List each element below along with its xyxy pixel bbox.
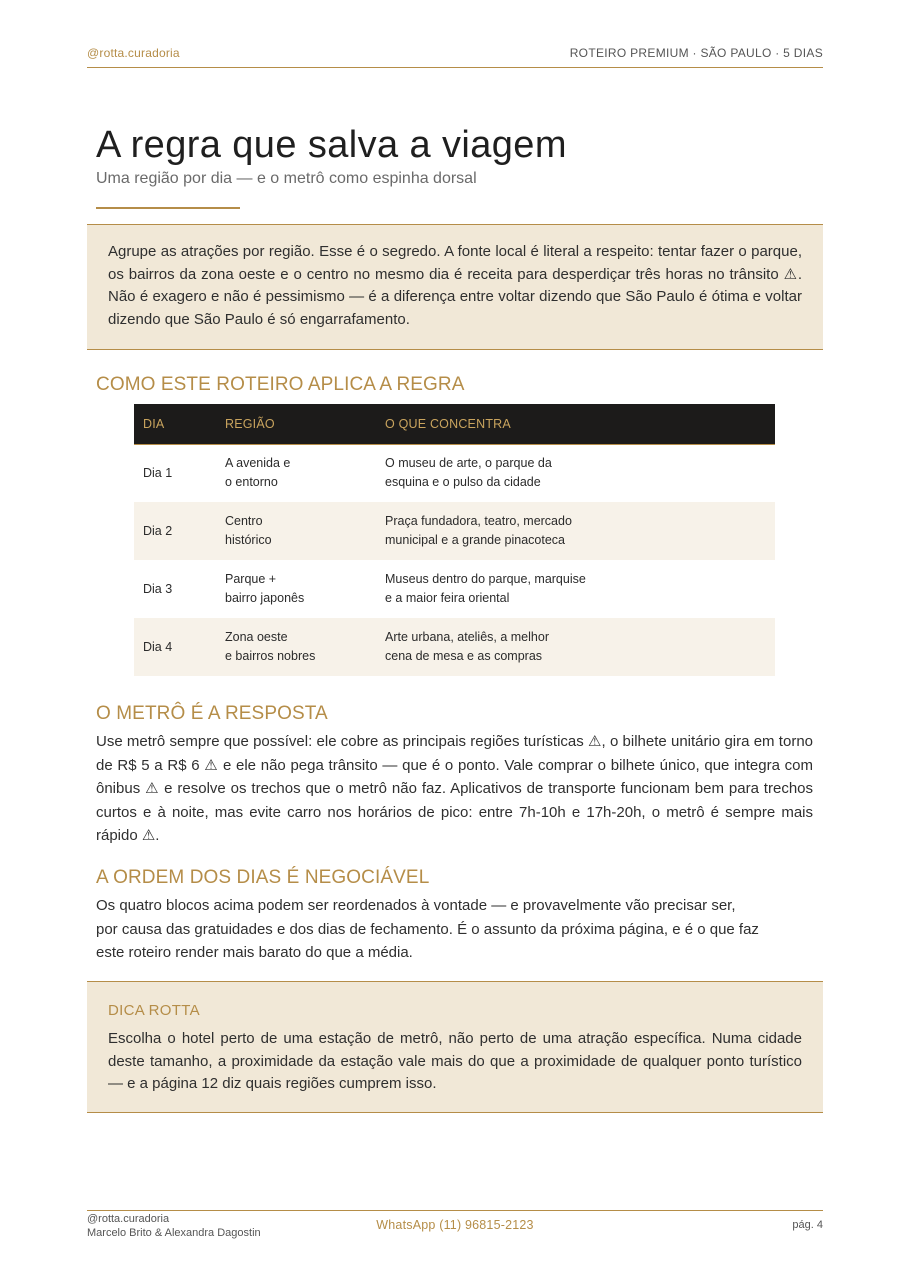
- table-row: [134, 618, 775, 676]
- tip-text: Escolha o hotel perto de uma estação de metrô, não perto de uma atração específica. Numa cidade deste tamanho, a proximidade da estação vale mais do que a proximidade de qualquer ponto turístico — e a página 12 diz quais regiões cumprem isso.: [108, 1030, 802, 1093]
- column-header-concentra: O QUE CONCENTRA: [376, 404, 775, 444]
- table-row: [134, 502, 775, 560]
- cell-regiao: Zona oeste e bairros nobres: [216, 618, 376, 676]
- table-row: [134, 560, 775, 618]
- page-title: A regra que salva a viagem: [96, 124, 567, 166]
- cell-dia: Dia 3: [143, 581, 173, 596]
- title-underline: [96, 207, 240, 209]
- page-subtitle: Uma região por dia — e o metrô como espinha dorsal: [96, 170, 477, 187]
- footer-authors: Marcelo Brito & Alexandra Dagostin: [87, 1227, 261, 1239]
- intro-callout: [87, 224, 823, 350]
- table-header-row: [134, 404, 775, 444]
- cell-concentra: Museus dentro do parque, marquise e a maior feira oriental: [385, 572, 586, 605]
- order-paragraph: Os quatro blocos acima podem ser reordenados à vontade — e provavelmente vão precisar ser, por causa das gratuidades e dos dias de fechamento. É o assunto da próxima página, e é o que faz este roteiro render mais barato do que a média.: [96, 897, 759, 961]
- cell-concentra: Arte urbana, ateliês, a melhor cena de mesa e as compras: [376, 618, 775, 676]
- regions-table: [134, 404, 775, 676]
- metro-paragraph: Use metrô sempre que possível: ele cobre as principais regiões turísticas ⚠, o bilhete unitário gira em torno de R$ 5 a R$ 6 ⚠ e ele não pega trânsito — que é o ponto. Vale comprar o bilhete único, que integra com ônibus ⚠ e resolve os trechos que o metrô não faz. Aplicativos de transporte funcionam bem para trechos curtos e à noite, mas evite carro nos horários de pico: entre 7h-10h e 17h-20h, o metrô é sempre mais rápido ⚠.: [96, 733, 813, 844]
- section-heading-regions: COMO ESTE ROTEIRO APLICA A REGRA: [96, 374, 465, 395]
- section-heading-order: A ORDEM DOS DIAS É NEGOCIÁVEL: [96, 867, 430, 888]
- footer-handle: @rotta.curadoria: [87, 1213, 170, 1225]
- page-number: pág. 4: [792, 1219, 823, 1231]
- cell-regiao: A avenida e o entorno: [225, 456, 291, 490]
- page-header: [87, 46, 823, 68]
- column-header-regiao: REGIÃO: [216, 404, 376, 444]
- table-row: [134, 444, 775, 502]
- tip-callout: [87, 981, 823, 1113]
- footer-whatsapp: WhatsApp (11) 96815-2123: [376, 1218, 534, 1232]
- section-heading-metro: O METRÔ É A RESPOSTA: [96, 703, 328, 724]
- intro-text: Agrupe as atrações por região. Esse é o segredo. A fonte local é literal a respeito: tentar fazer o parque, os bairros da zona oeste e o centro no mesmo dia é receita para desperdiçar três horas no trânsito ⚠. Não é exagero e não é pessimismo — é a diferença entre voltar dizendo que São Paulo é ótima e voltar dizendo que São Paulo é só engarrafamento.: [108, 243, 802, 328]
- page-footer: [87, 1210, 823, 1250]
- cell-regiao: Parque + bairro japonês: [225, 572, 305, 605]
- header-doc-label: ROTEIRO PREMIUM · SÃO PAULO · 5 DIAS: [569, 46, 823, 60]
- cell-regiao: Centro histórico: [216, 502, 376, 560]
- header-handle: @rotta.curadoria: [87, 46, 180, 60]
- tip-heading: DICA ROTTA: [108, 1002, 200, 1019]
- cell-dia: Dia 4: [134, 618, 216, 676]
- cell-concentra: Praça fundadora, teatro, mercado municipal e a grande pinacoteca: [376, 502, 775, 560]
- cell-dia: Dia 1: [143, 465, 173, 480]
- cell-dia: Dia 2: [134, 502, 216, 560]
- column-header-dia: DIA: [134, 404, 216, 444]
- cell-concentra: O museu de arte, o parque da esquina e o pulso da cidade: [385, 456, 552, 490]
